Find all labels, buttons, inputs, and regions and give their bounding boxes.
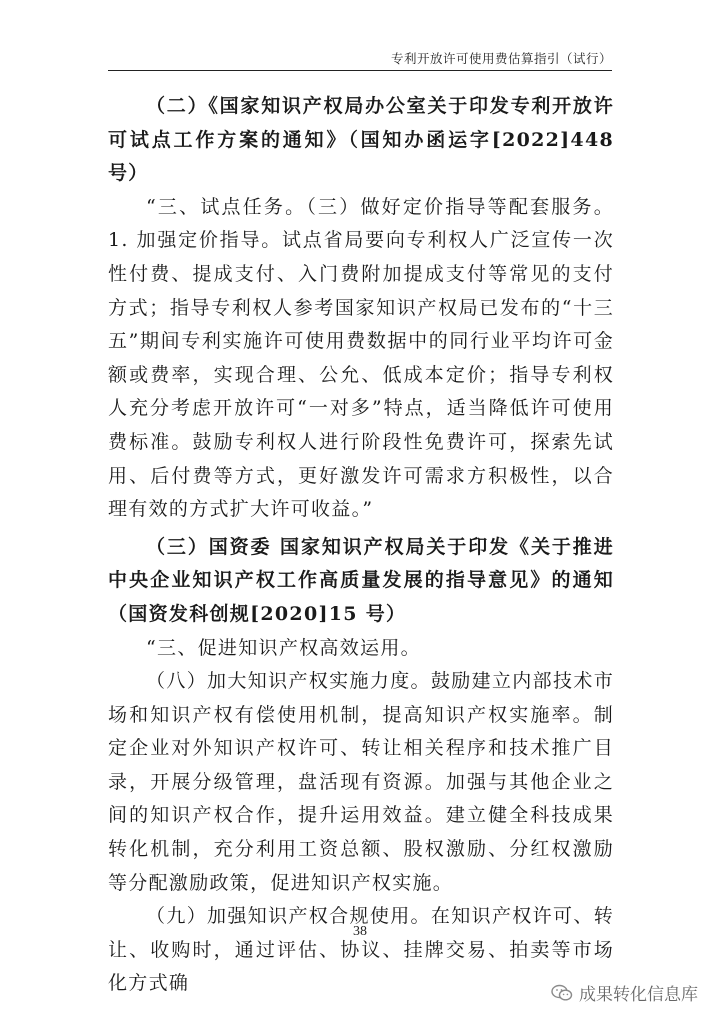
document-body xyxy=(108,86,614,1001)
page-number: 38 xyxy=(353,924,367,939)
section-heading-2: （二）《国家知识产权局办公室关于印发专利开放许可试点工作方案的通知》（国知办函运字[2022]448 号） xyxy=(108,95,614,185)
section-heading-3: （三）国资委 国家知识产权局关于印发《关于推进中央企业知识产权工作高质量发展的指导意见》的通知（国资发科创规[2020]15 号） xyxy=(108,535,614,625)
clause-9-paragraph: （九）加强知识产权合规使用。在知识产权许可、转让、收购时，通过评估、协议、挂牌交易、拍卖等市场化方式确 xyxy=(108,905,614,995)
clause-8-paragraph: （八）加大知识产权实施力度。鼓励建立内部技术市场和知识产权有偿使用机制，提高知识产权实施率。制定企业对外知识产权许可、转让相关程序和技术推广目录，开展分级管理，盘活现有资源。加强与其他企业之间的知识产权合作，提升运用效益。建立健全科技成果转化机制，充分利用工资总额、股权激励、分红权激励等分配激励政策，促进知识产权实施。 xyxy=(108,670,614,894)
wechat-icon xyxy=(551,984,573,1002)
quote-paragraph: “三、试点任务。（三）做好定价指导等配套服务。1. 加强定价指导。试点省局要向专利权人广泛宣传一次性付费、提成支付、入门费附加提成支付等常见的支付方式；指导专利权人参考国家知识产权局已发布的“十三五”期间专利实施许可使用费数据中的同行业平均许可金额或费率，实现合理、公允、低成本定价；指导专利权人充分考虑开放许可“一对多”特点，适当降低许可使用费标准。鼓励专利权人进行阶段性免费许可，探索先试用、后付费等方式，更好激发许可需求方积极性，以合理有效的方式扩大许可收益。” xyxy=(108,195,614,521)
quote-opening-paragraph: “三、促进知识产权高效运用。 xyxy=(146,636,421,659)
header-title: 专利开放许可使用费估算指引（试行） xyxy=(390,51,612,66)
watermark-text: 成果转化信息库 xyxy=(579,985,698,1005)
watermark xyxy=(551,980,698,1005)
page-header xyxy=(108,48,612,71)
